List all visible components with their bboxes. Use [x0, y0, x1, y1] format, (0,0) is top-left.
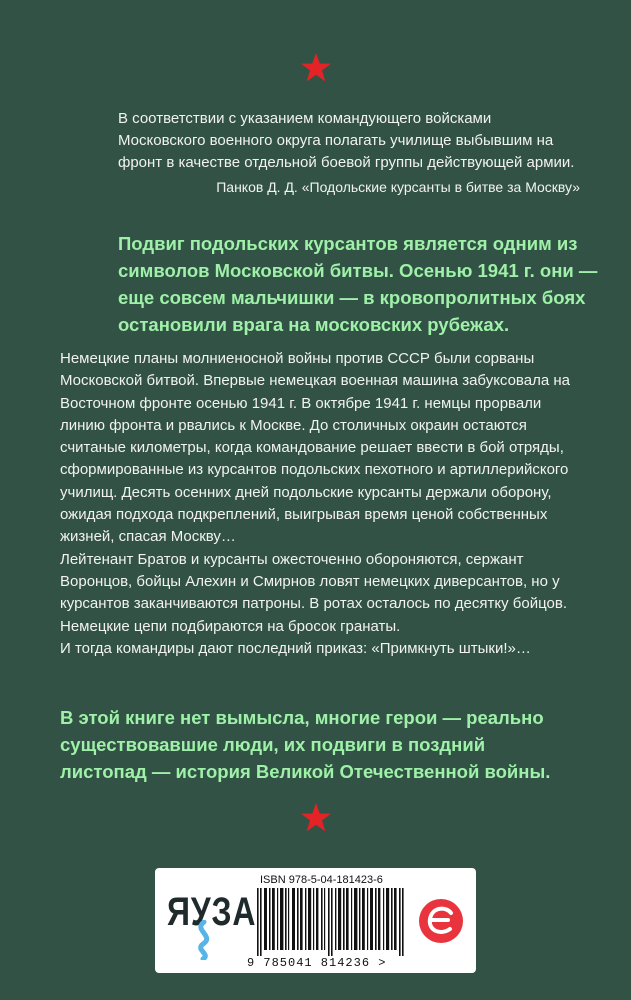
- closing-paragraph: В этой книге нет вымысла, многие герои — реально существовавшие люди, их подвиги в поздний листопад — история Великой Отечественной войны.: [60, 707, 551, 782]
- epigraph-text: В соответствии с указанием командующего войсками Московского военного округа полагать училище выбывшим на фронт в качестве отдельной боевой группы действующей армии.: [118, 110, 575, 171]
- epigraph-source: Панков Д. Д. «Подольские курсанты в битве за Москву»: [216, 179, 580, 195]
- barcode-panel: [155, 868, 476, 973]
- yuza-logo-text: ЯУЗА: [167, 890, 257, 934]
- barcode-digits: 9 785041 814236 >: [247, 956, 387, 970]
- eksmo-logo-icon: [418, 898, 464, 944]
- yuza-logo: [167, 890, 257, 960]
- body-paragraph: И тогда командиры дают последний приказ: «Примкнуть штыки!»…: [60, 639, 531, 657]
- annotation-body: [60, 348, 590, 660]
- star-icon: [300, 802, 332, 834]
- wave-icon: [191, 920, 217, 960]
- isbn-text: ISBN 978-5-04-181423-6: [260, 874, 383, 886]
- body-paragraph: Лейтенант Братов и курсанты ожесточенно обороняются, сержант Воронцов, бойцы Алехин и Смирнов ловят немецких диверсантов, но у курсантов заканчиваются патроны. В ротах осталось по десятку бойцов.: [60, 550, 567, 613]
- body-paragraph: Немецкие цепи подбираются на бросок гранаты.: [60, 617, 401, 635]
- star-icon: [300, 52, 332, 84]
- body-paragraph: Немецкие планы молниеносной войны против СССР были сорваны Московской битвой. Впервые немецкая военная машина забуксовала на Восточном фронте осенью 1941 г. В октябре 1941 г. немцы прорвали линию фронта и рвались к Москве. До столичных окраин остаются считаные километры, когда командование решает ввести в бой отряды, сформированные из курсантов подольских пехотного и артиллерийского училищ. Десять осенних дней подольские курсанты держали оборону, ожидая подхода подкреплений, выигрывая время ценой собственных жизней, спасая Москву…: [60, 350, 570, 546]
- barcode-icon: [255, 888, 415, 956]
- lead-paragraph: Подвиг подольских курсантов является одним из символов Московской битвы. Осенью 1941 г. они — еще совсем мальчишки — в кровопролитных боях остановили врага на московских рубежах.: [118, 233, 598, 335]
